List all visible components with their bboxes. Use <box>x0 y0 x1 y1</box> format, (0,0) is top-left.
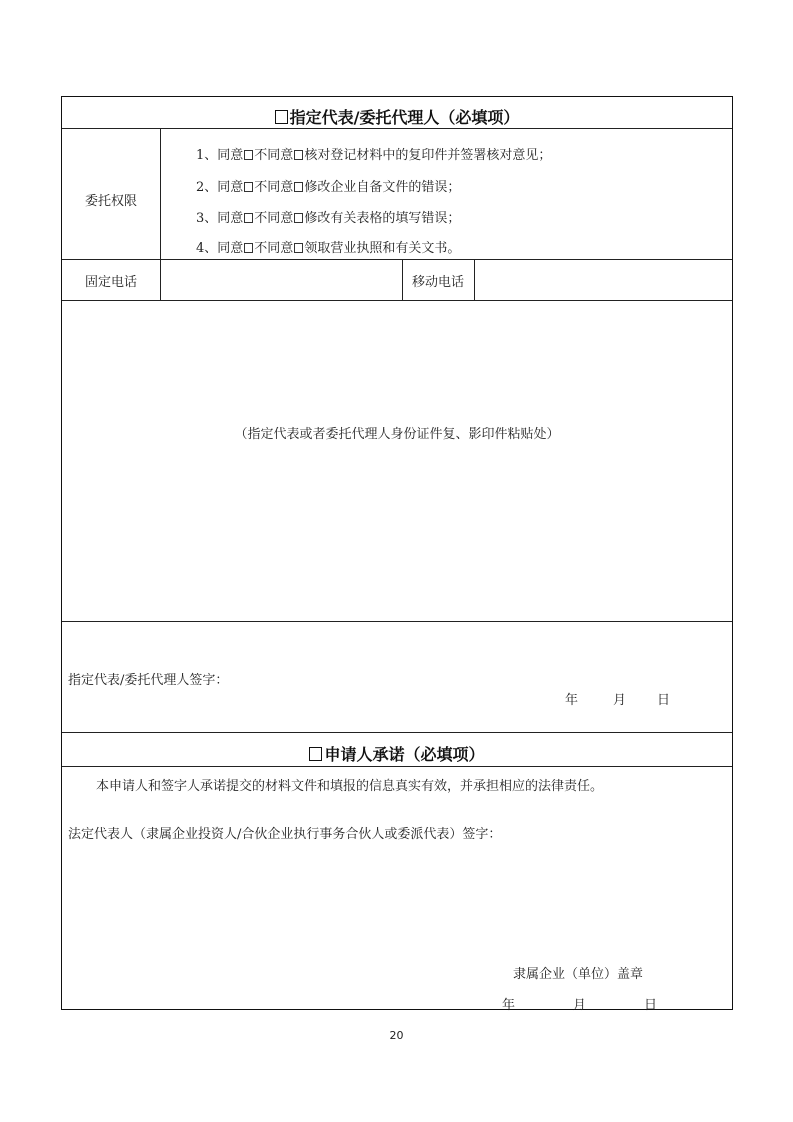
seal-label: 隶属企业（单位）盖章 <box>513 967 644 982</box>
divider <box>62 259 732 260</box>
representative-signature-label: 指定代表/委托代理人签字： <box>68 673 229 688</box>
mobile-label: 移动电话 <box>411 275 464 290</box>
date-day: 日 <box>657 693 671 708</box>
date-year: 年 <box>502 998 516 1013</box>
date-day: 日 <box>644 998 658 1013</box>
disagree-checkbox[interactable] <box>294 243 303 253</box>
disagree-checkbox[interactable] <box>294 213 303 223</box>
applicant-promise: 本申请人和签字人承诺提交的材料文件和填报的信息真实有效，并承担相应的法律责任。 <box>96 779 604 794</box>
divider <box>160 259 161 300</box>
divider <box>62 128 732 129</box>
divider <box>62 766 732 767</box>
agree-checkbox[interactable] <box>244 182 253 192</box>
divider <box>62 732 732 733</box>
checkbox-icon[interactable] <box>309 747 322 761</box>
authority-item-2: 2、同意 不同意 修改企业自备文件的错误； <box>196 180 461 195</box>
divider <box>474 259 475 300</box>
authority-item-1: 1、同意 不同意 核对登记材料中的复印件并签署核对意见； <box>196 148 552 163</box>
agree-checkbox[interactable] <box>244 150 253 160</box>
date-month: 月 <box>613 693 627 708</box>
disagree-checkbox[interactable] <box>294 182 303 192</box>
landline-label: 固定电话 <box>84 275 137 290</box>
divider <box>160 128 161 259</box>
authority-label: 委托权限 <box>84 194 137 209</box>
date-year: 年 <box>565 693 579 708</box>
authority-item-4: 4、同意 不同意 领取营业执照和有关文书。 <box>196 241 461 256</box>
section2-title <box>62 742 732 765</box>
legal-rep-signature-label: 法定代表人（隶属企业投资人/合伙企业执行事务合伙人或委派代表）签字： <box>68 827 502 842</box>
representative-form <box>61 96 733 1013</box>
section1-title <box>62 105 732 128</box>
section2-title-text: 申请人承诺（必填项） <box>324 745 485 764</box>
section1-title-text: 指定代表/委托代理人（必填项） <box>289 108 520 127</box>
checkbox-icon[interactable] <box>275 110 288 124</box>
disagree-checkbox[interactable] <box>294 150 303 160</box>
divider <box>62 621 732 622</box>
id-paste-area: （指定代表或者委托代理人身份证件复、影印件粘贴处） <box>234 427 560 442</box>
date-month: 月 <box>573 998 587 1013</box>
agree-checkbox[interactable] <box>244 213 253 223</box>
page-number: 20 <box>389 1029 404 1042</box>
agree-checkbox[interactable] <box>244 243 253 253</box>
authority-item-3: 3、同意 不同意 修改有关表格的填写错误； <box>196 211 461 226</box>
divider <box>62 300 732 301</box>
